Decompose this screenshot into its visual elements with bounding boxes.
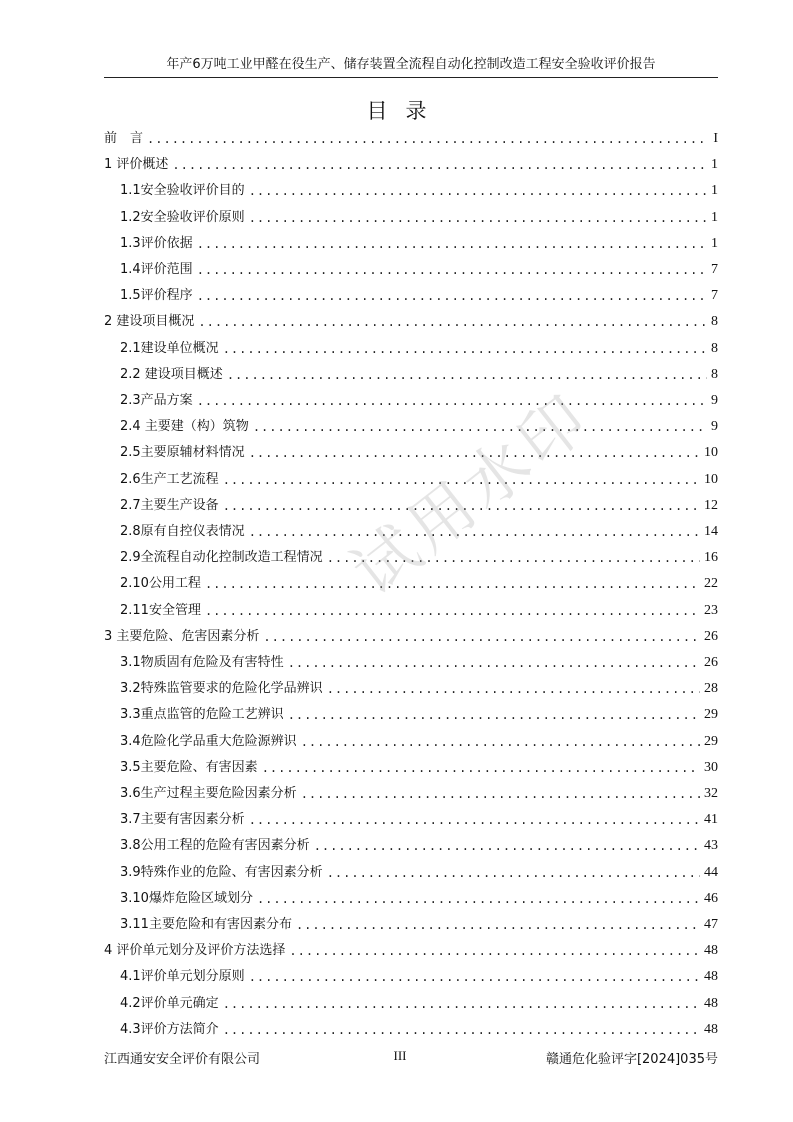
footer-company: 江西通安安全评价有限公司: [104, 1052, 261, 1067]
toc-entry[interactable]: [104, 652, 718, 672]
toc-entry[interactable]: [104, 940, 718, 960]
toc-entry-label: 3.6生产过程主要危险因素分析: [120, 786, 297, 801]
toc-entry[interactable]: [104, 835, 718, 855]
toc-entry-label: 前 言: [104, 131, 144, 146]
toc-leader-dots: [205, 602, 700, 620]
toc-entry-label: 3.10爆炸危险区域划分: [120, 890, 253, 906]
toc-leader-dots: [289, 942, 700, 960]
toc-entry[interactable]: [104, 180, 718, 200]
toc-entry[interactable]: [104, 678, 718, 698]
toc-entry[interactable]: [104, 600, 718, 620]
toc-entry[interactable]: [104, 311, 718, 331]
toc-entry[interactable]: [104, 704, 718, 724]
toc-leader-dots: [147, 130, 709, 148]
toc-entry-label: 2.4 主要建（构）筑物: [120, 419, 249, 435]
toc-entry-label: 3.8公用工程的危险有害因素分析: [120, 838, 310, 854]
toc-entry-page: 47: [704, 917, 718, 932]
toc-entry-page: 29: [704, 707, 718, 723]
toc-entry-page: 48: [704, 995, 718, 1011]
toc-entry[interactable]: [104, 285, 718, 305]
toc-entry-label: 2.3产品方案: [120, 393, 193, 408]
running-header: 年产6万吨工业甲醛在役生产、储存装置全流程自动化控制改造工程安全验收评价报告: [166, 57, 656, 72]
toc-leader-dots: [227, 366, 707, 384]
toc-entry-page: 41: [704, 812, 718, 828]
toc-leader-dots: [301, 733, 700, 751]
toc-entry-page: 12: [704, 497, 718, 513]
toc-leader-dots: [314, 837, 700, 855]
toc-entry-label: 3.11主要危险和有害因素分布: [120, 917, 292, 932]
toc-entry[interactable]: [104, 338, 718, 358]
toc-entry-label: 4.3评价方法简介: [120, 1021, 219, 1037]
toc-entry-label: 4.1评价单元划分原则: [120, 969, 245, 985]
toc-entry-label: 2.8原有自控仪表情况: [120, 524, 245, 539]
toc-entry[interactable]: [104, 259, 718, 279]
toc-entry[interactable]: [104, 233, 718, 253]
toc-entry-page: 23: [704, 602, 718, 618]
toc-leader-dots: [301, 785, 700, 803]
toc-entry[interactable]: [104, 416, 718, 436]
toc-entry-page: 46: [704, 890, 718, 906]
toc-entry-page: 8: [711, 314, 718, 330]
toc-entry-page: 1: [711, 235, 718, 251]
toc-leader-dots: [223, 340, 707, 358]
watermark: 试用水印: [339, 379, 606, 611]
toc-entry[interactable]: [104, 783, 718, 803]
toc-entry[interactable]: [104, 757, 718, 777]
toc-leader-dots: [249, 209, 707, 227]
toc-entry-label: 2 建设项目概况: [104, 314, 195, 330]
toc-entry-label: 2.1建设单位概况: [120, 340, 219, 356]
toc-entry-page: 7: [711, 288, 718, 304]
toc-entry-page: 26: [704, 628, 718, 644]
toc-entry-label: 1 评价概述: [104, 157, 169, 173]
toc-entry-page: 48: [704, 1021, 718, 1037]
toc-entry-label: 1.3评价依据: [120, 235, 193, 251]
toc-entry[interactable]: [104, 154, 718, 174]
page-title: 目录: [366, 99, 445, 123]
toc-entry[interactable]: [104, 993, 718, 1013]
toc-entry-label: 3.5主要危险、有害因素: [120, 759, 258, 775]
toc-leader-dots: [205, 575, 700, 593]
toc-entry-page: 8: [711, 340, 718, 356]
toc-leader-dots: [223, 1021, 700, 1039]
toc-entry-page: 22: [704, 576, 718, 592]
toc-leader-dots: [197, 392, 707, 410]
toc-entry-page: 43: [704, 838, 718, 854]
toc-entry-page: 9: [711, 419, 718, 435]
toc-entry-page: 44: [704, 864, 718, 880]
toc-entry-page: 30: [704, 759, 718, 775]
toc-entry[interactable]: [104, 626, 718, 646]
toc-leader-dots: [198, 313, 707, 331]
toc-leader-dots: [172, 156, 707, 174]
toc-entry-label: 2.10公用工程: [120, 576, 201, 592]
toc-entry[interactable]: [104, 914, 718, 934]
toc-entry-page: 48: [704, 943, 718, 959]
toc-leader-dots: [288, 706, 700, 724]
toc-entry-page: 16: [704, 550, 718, 566]
header-rule: [104, 77, 718, 78]
toc-entry-page: I: [713, 131, 718, 146]
toc-entry-page: 1: [711, 209, 718, 225]
toc-leader-dots: [296, 916, 700, 934]
toc-entry-page: 29: [704, 733, 718, 749]
toc-entry[interactable]: [104, 442, 718, 462]
toc-entry-label: 2.5主要原辅材料情况: [120, 445, 245, 461]
toc-entry[interactable]: [104, 809, 718, 829]
toc-entry-label: 4 评价单元划分及评价方法选择: [104, 943, 286, 959]
toc-entry[interactable]: [104, 966, 718, 986]
toc-leader-dots: [249, 811, 700, 829]
toc-entry-page: 1: [711, 157, 718, 173]
toc-leader-dots: [263, 628, 700, 646]
toc-entry[interactable]: [104, 128, 718, 148]
toc-entry-page: 10: [704, 445, 718, 461]
footer-page-number: III: [393, 1048, 407, 1063]
toc-entry-page: 8: [711, 366, 718, 382]
toc-leader-dots: [288, 654, 700, 672]
toc-leader-dots: [197, 261, 707, 279]
toc-leader-dots: [327, 864, 700, 882]
toc-entry[interactable]: [104, 364, 718, 384]
toc-leader-dots: [262, 759, 700, 777]
toc-entry-label: 3.2特殊监管要求的危险化学品辨识: [120, 681, 323, 697]
footer-document-number: 赣通危化验评字[2024]035号: [545, 1052, 718, 1067]
toc-entry-page: 48: [704, 969, 718, 985]
toc-entry-label: 2.7主要生产设备: [120, 497, 219, 513]
toc-entry[interactable]: [104, 207, 718, 227]
toc-entry-label: 2.6生产工艺流程: [120, 471, 219, 487]
toc-entry-label: 3.4危险化学品重大危险源辨识: [120, 733, 297, 749]
toc-entry-label: 1.4评价范围: [120, 262, 193, 277]
toc-entry-label: 2.11安全管理: [120, 602, 201, 618]
toc-leader-dots: [197, 235, 707, 253]
toc-entry-page: 28: [704, 681, 718, 697]
toc-leader-dots: [327, 680, 700, 698]
toc-entry-label: 1.2安全验收评价原则: [120, 209, 245, 225]
toc-entry-page: 1: [711, 183, 718, 199]
toc-entry-page: 26: [704, 655, 718, 670]
toc-entry-page: 10: [704, 471, 718, 487]
toc-entry-label: 3 主要危险、危害因素分析: [104, 628, 260, 644]
toc-entry-label: 3.7主要有害因素分析: [120, 812, 245, 828]
toc-entry-label: 2.2 建设项目概述: [120, 366, 223, 382]
toc-entry-page: 7: [711, 262, 718, 277]
toc-entry-label: 1.1安全验收评价目的: [120, 183, 245, 199]
toc-leader-dots: [257, 890, 700, 908]
toc-entry-label: 3.3重点监管的危险工艺辨识: [120, 707, 284, 723]
toc-entry-label: 1.5评价程序: [120, 288, 193, 304]
toc-entry[interactable]: [104, 1019, 718, 1039]
toc-entry-label: 3.9特殊作业的危险、有害因素分析: [120, 864, 323, 880]
toc-entry-page: 14: [704, 524, 718, 539]
toc-entry-label: 3.1物质固有危险及有害特性: [120, 655, 284, 670]
toc-leader-dots: [249, 182, 707, 200]
toc-entry-page: 9: [711, 393, 718, 408]
toc-entry[interactable]: [104, 390, 718, 410]
toc-entry[interactable]: [104, 888, 718, 908]
toc-entry[interactable]: [104, 731, 718, 751]
toc-leader-dots: [197, 287, 707, 305]
toc-leader-dots: [223, 995, 700, 1013]
toc-entry[interactable]: [104, 862, 718, 882]
toc-leader-dots: [249, 968, 700, 986]
toc-entry-label: 4.2评价单元确定: [120, 995, 219, 1011]
toc-entry-page: 32: [704, 786, 718, 801]
toc-entry-label: 2.9全流程自动化控制改造工程情况: [120, 550, 323, 566]
